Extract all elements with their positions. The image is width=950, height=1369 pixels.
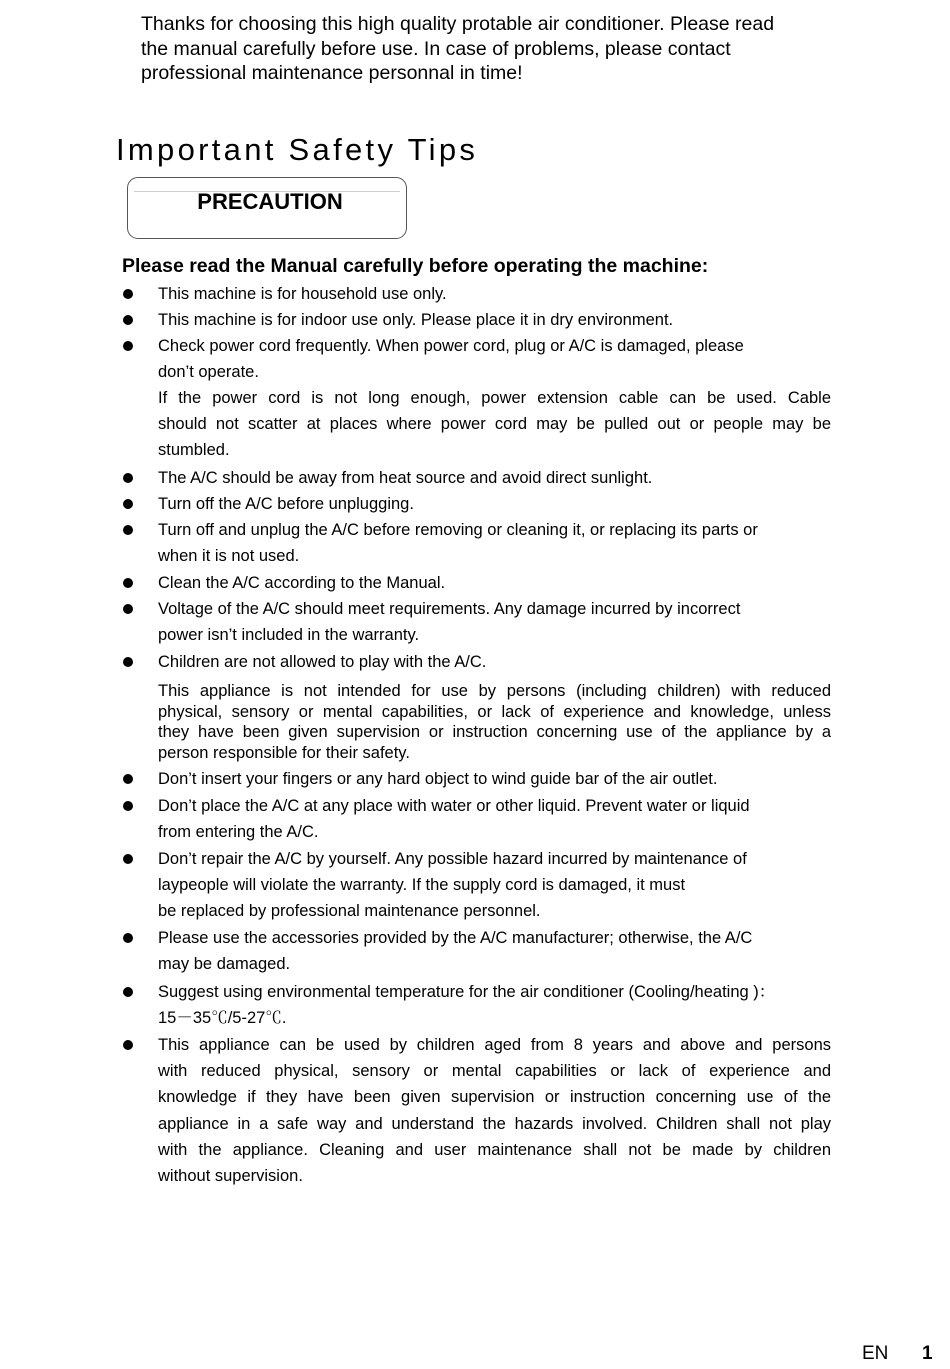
bullet-icon	[123, 987, 133, 997]
bullet-icon	[123, 289, 133, 299]
list-item-line: physical, sensory or mental capabilities, or lack of experience and knowledge, unless	[158, 702, 831, 721]
list-item-line: Turn off and unplug the A/C before removing or cleaning it, or replacing its parts or	[158, 521, 758, 539]
footer-language: EN	[862, 1343, 889, 1364]
intro-paragraph	[141, 12, 841, 86]
list-item	[158, 517, 831, 569]
list-item-line: Suggest using environmental temperature for the air conditioner (Cooling/heating )：	[158, 983, 776, 1001]
bullet-icon	[123, 774, 133, 784]
list-item-line: may be damaged.	[158, 955, 291, 974]
list-item-line: be replaced by professional maintenance personnel.	[158, 902, 541, 921]
list-item-line: This machine is for indoor use only. Please place it in dry environment.	[158, 311, 674, 329]
list-item-line: power isn’t included in the warranty.	[158, 626, 420, 645]
bullet-icon	[123, 854, 133, 864]
list-item-line: they have been given supervision or instruction concerning use of the appliance by a	[158, 723, 831, 741]
list-item-line: with the appliance. Cleaning and user maintenance shall not be made by children	[158, 1140, 831, 1159]
list-item	[158, 307, 831, 333]
list-item-line: without supervision.	[158, 1166, 303, 1185]
list-item-line: Children are not allowed to play with the A/C.	[158, 653, 487, 671]
list-item	[158, 846, 831, 925]
list-item	[158, 491, 831, 517]
list-item-line: Turn off the A/C before unplugging.	[158, 495, 414, 513]
list-item-line: This machine is for household use only.	[158, 285, 447, 303]
list-item-line: 15－35℃/5-27℃.	[158, 1009, 287, 1028]
list-item	[158, 596, 831, 648]
bullet-icon	[123, 499, 133, 509]
bullet-icon	[123, 1040, 133, 1050]
lead-heading: Please read the Manual carefully before operating the machine:	[122, 255, 709, 277]
intro-line: professional maintenance personnal in time!	[141, 62, 523, 84]
bullet-icon	[123, 604, 133, 614]
list-item-line: Don’t insert your fingers or any hard object to wind guide bar of the air outlet.	[158, 770, 718, 788]
section-title: Important Safety Tips	[116, 132, 479, 167]
list-item-line: should not scatter at places where power cord may be pulled out or people may be	[158, 415, 831, 434]
list-item-line: knowledge if they have been given supervision or instruction concerning use of the	[158, 1088, 831, 1107]
precaution-label: PRECAUTION	[197, 189, 343, 214]
list-item	[158, 649, 831, 675]
bullet-icon	[123, 933, 133, 943]
list-item	[158, 281, 831, 307]
list-item-line: don’t operate.	[158, 363, 259, 382]
list-item-line: person responsible for their safety.	[158, 743, 410, 762]
list-item	[158, 793, 831, 845]
list-item-line: with reduced physical, sensory or mental capabilities or lack of experience and	[158, 1062, 831, 1081]
list-item-line: The A/C should be away from heat source and avoid direct sunlight.	[158, 469, 653, 487]
precaution-box	[127, 177, 407, 239]
bullet-icon	[123, 341, 133, 351]
list-item	[158, 925, 831, 977]
list-item-line: Please use the accessories provided by the A/C manufacturer; otherwise, the A/C	[158, 929, 753, 947]
note-paragraph	[158, 681, 831, 763]
bullet-icon	[123, 315, 133, 325]
list-item	[158, 1032, 831, 1189]
page-number: 1	[922, 1343, 933, 1364]
list-item-line: stumbled.	[158, 441, 230, 460]
bullet-icon	[123, 801, 133, 811]
list-item-line: Don’t place the A/C at any place with water or other liquid. Prevent water or liquid	[158, 797, 750, 815]
list-item	[158, 465, 831, 491]
list-item	[158, 333, 831, 385]
intro-line: Thanks for choosing this high quality protable air conditioner. Please read	[141, 13, 775, 35]
list-item-line: Don’t repair the A/C by yourself. Any possible hazard incurred by maintenance of	[158, 850, 747, 868]
list-item-line: appliance in a safe way and understand the hazards involved. Children shall not play	[158, 1114, 831, 1133]
list-item	[158, 979, 831, 1031]
bullet-icon	[123, 525, 133, 535]
list-item-line: Voltage of the A/C should meet requirements. Any damage incurred by incorrect	[158, 600, 741, 618]
list-item-line: This appliance can be used by children aged from 8 years and above and persons	[158, 1036, 831, 1054]
list-item-line: Check power cord frequently. When power cord, plug or A/C is damaged, please	[158, 337, 744, 355]
list-item-line: If the power cord is not long enough, power extension cable can be used. Cable	[158, 389, 831, 407]
list-item	[158, 570, 831, 596]
bullet-icon	[123, 657, 133, 667]
list-item-line: from entering the A/C.	[158, 823, 319, 842]
intro-line: the manual carefully before use. In case of problems, please contact	[141, 37, 731, 60]
list-item	[158, 385, 831, 464]
list-item-line: This appliance is not intended for use by persons (including children) with reduced	[158, 682, 831, 700]
list-item-line: Clean the A/C according to the Manual.	[158, 574, 446, 592]
bullet-icon	[123, 578, 133, 588]
list-item-line: laypeople will violate the warranty. If the supply cord is damaged, it must	[158, 876, 686, 895]
bullet-icon	[123, 473, 133, 483]
list-item	[158, 766, 831, 792]
list-item-line: when it is not used.	[158, 547, 300, 566]
